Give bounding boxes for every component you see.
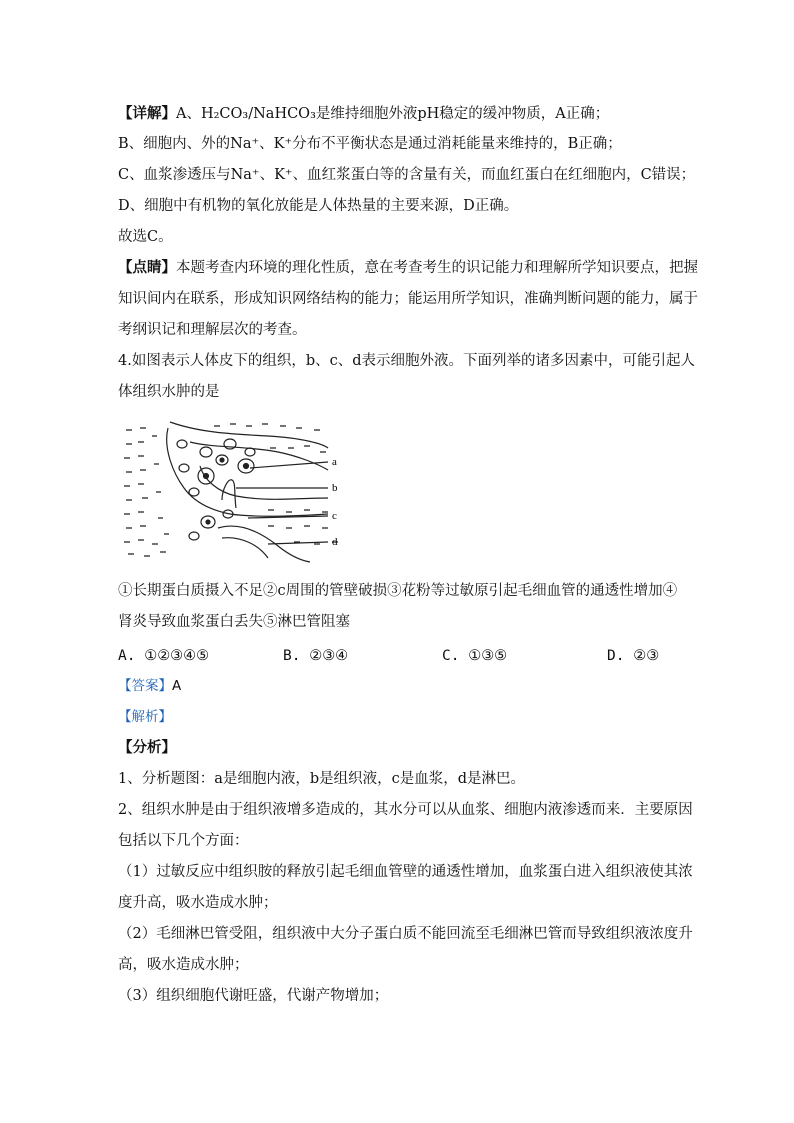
tissue-diagram	[118, 418, 358, 563]
pointer-a	[250, 462, 328, 468]
figure-label-b: b	[332, 482, 338, 494]
analysis-line-3b: 度升高，吸水造成水肿；	[118, 895, 278, 911]
cells	[177, 439, 255, 540]
option-b: B. ②③④	[283, 648, 349, 664]
tissue-dashes	[124, 424, 338, 556]
figure-label-d: d	[332, 536, 338, 548]
analyze-label: 【分析】	[118, 739, 176, 756]
figure-label-a: a	[332, 456, 337, 468]
vessel-inner-bottom	[200, 466, 328, 499]
answer-value: A	[172, 678, 182, 694]
question-4-line-2: 体组织水肿的是	[118, 384, 220, 400]
lower-vessel-top	[218, 526, 310, 562]
analysis-line-2b: 包括以下几个方面：	[118, 833, 249, 849]
figure-label-c: c	[332, 510, 337, 522]
analysis-line-4b: 高，吸水造成水肿；	[118, 957, 249, 973]
analysis-line-5: （3）组织细胞代谢旺盛，代谢产物增加；	[118, 988, 389, 1004]
detail-line-d: D、细胞中有机物的氧化放能是人体热量的主要来源，D正确。	[118, 198, 519, 214]
items-line-1: ①长期蛋白质摄入不足②c周围的管壁破损③花粉等过敏原引起毛细血管的通透性增加④	[118, 583, 678, 599]
comment-label: 【点睛】	[118, 259, 176, 276]
answer-label: 【答案】	[118, 678, 172, 694]
answer-line	[118, 676, 181, 696]
question-4-line-1: 4.如图表示人体皮下的组织，b、c、d表示细胞外液。下面列举的诸多因素中，可能引起人	[118, 353, 696, 369]
option-a: A. ①②③④⑤	[118, 648, 210, 664]
analysis-line-4a: （2）毛细淋巴管受阻，组织液中大分子蛋白质不能回流至毛细淋巴管而导致组织液浓度升	[118, 926, 693, 942]
choose-line: 故选C。	[118, 229, 173, 245]
detail-line-a	[118, 104, 609, 124]
option-d: D. ②③	[607, 648, 660, 664]
comment-1-text: 本题考查内环境的理化性质，意在考查考生的识记能力和理解所学知识要点，把握	[176, 260, 698, 276]
analysis-line-3a: （1）过敏反应中组织胺的释放引起毛细血管壁的通透性增加，血浆蛋白进入组织液使其浓	[118, 864, 693, 880]
items-line-2: 肾炎导致血浆蛋白丢失⑤淋巴管阻塞	[118, 614, 350, 630]
comment-line-3: 考纲识记和理解层次的考查。	[118, 322, 307, 338]
detail-a-text: A、H₂CO₃/NaHCO₃是维持细胞外液pH稳定的缓冲物质，A正确；	[176, 106, 610, 122]
option-c: C. ①③⑤	[442, 648, 508, 664]
detail-line-c: C、血浆渗透压与Na⁺、K⁺、血红浆蛋白等的含量有关，而血红蛋白在红细胞内，C错误；	[118, 167, 696, 183]
comment-line-2: 知识间内在联系，形成知识网络结构的能力；能运用所学知识，准确判断问题的能力，属于	[118, 291, 698, 307]
analysis-line-2a: 2、组织水肿是由于组织液增多造成的，其水分可以从血浆、细胞内液渗透而来．主要原因	[118, 802, 693, 818]
detail-label: 【详解】	[118, 105, 176, 122]
comment-line-1	[118, 258, 698, 278]
analysis-label: 【解析】	[118, 709, 172, 725]
analysis-line-1: 1、分析题图：a是细胞内液，b是组织液，c是血浆，d是淋巴。	[118, 771, 526, 787]
capillary-wall-left	[167, 428, 328, 516]
lower-vessel-bottom	[222, 538, 268, 558]
detail-line-b: B、细胞内、外的Na⁺、K⁺分布不平衡状态是通过消耗能量来维持的，B正确；	[118, 136, 622, 152]
